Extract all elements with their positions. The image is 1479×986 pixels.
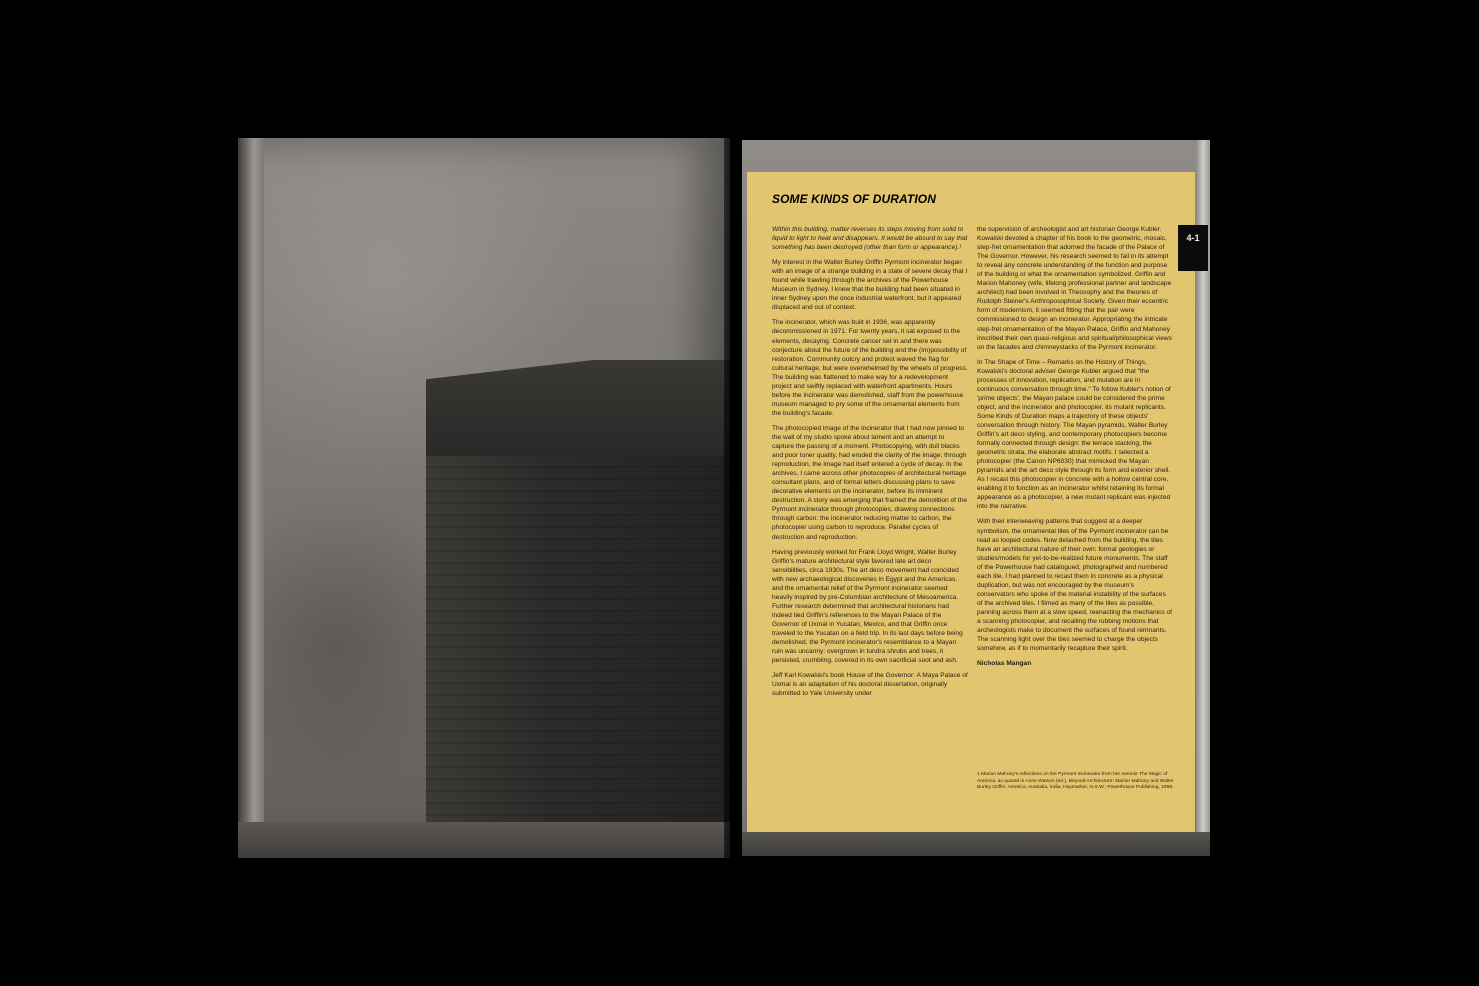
footnote: 1 Marion Mahony's reflections on the Pyrmont incinerator from her memoir The Magic of America, as quoted in Anne Watson (ed.), Beyond Architecture: Marion Mahony and Walter Burley Griffin: America, Australia, India, Haymarket, N.S.W.: Powerhouse Publishing, 1998. bbox=[977, 772, 1174, 791]
incinerator-building-image bbox=[426, 360, 730, 858]
text-column-right bbox=[977, 225, 1173, 674]
author-name: Nicholas Mangan bbox=[977, 660, 1032, 668]
building-facade bbox=[426, 456, 730, 858]
page-bottom-strip bbox=[742, 832, 1210, 856]
left-page-photo bbox=[238, 138, 730, 858]
text-column-left bbox=[772, 225, 968, 704]
paragraph: the supervision of archeologist and art historian George Kubler. Kowalski devoted a chapter of his book to the geometric, mosaic, step-fret ornamentation that adorned the facade of the Palace of The Governor. However, his research seemed to fail in its attempt to reveal any concrete understanding of the function and purpose of the building or what the ornamentation symbolized. Griffin and Marion Mahoney (wife, lifelong professional partner and landscape architect) had been involved in Theosophy and the theories of Rudolph Steiner's Anthroposophical Society. Given their eccentric form of modernism, it seemed fitting that the pair were commissioned to design an incinerator. Appropriating the intricate step-fret ornamentation of the Mayan Palace, Griffin and Mahoney inscribed their own quasi-religious and spiritual/philosophical views on the facades and chimneystacks of the Pyrmont incinerator. bbox=[977, 226, 1172, 351]
paragraph: Jeff Karl Kowalski's book House of the Governor: A Maya Palace of Uxmal is an adaptation of his doctoral dissertation, originally submitted to Yale University under bbox=[772, 672, 968, 698]
paragraph: The incinerator, which was built in 1936, was apparently decommissioned in 1971. For twenty years, it sat exposed to the elements, decaying. Concrete cancer set in and there was conjecture about the future of the building and the (im)possibility of restoration. Community outcry and protest waved the flag for cultural heritage, but were overwhelmed by the wheels of progress. The building was flattened to make way for a redevelopment project and swiftly replaced with waterfront apartments. Hours before the incinerator was demolished, staff from the powerhouse museum managed to pry some of the ornamental elements from the building's facade. bbox=[772, 319, 968, 417]
page-section-tab: 4-1 bbox=[1178, 225, 1208, 271]
paragraph: In The Shape of Time – Remarks on the History of Things, Kowalski's doctoral adviser George Kubler argued that "the processes of innovation, replication, and mutation are in continuous conversation through time." To follow Kubler's notion of 'prime objects', the Mayan palace could be considered the prime object, and the incinerator and photocopier, its mutant replicants. Some Kinds of Duration maps a trajectory of these objects' conversation through history. The Mayan pyramids, Walter Burley Griffin's art deco styling, and contemporary photocopiers become formally connected through design: the terrace stacking, the geometric strata, the elaborate abstract motifs. I selected a photocopier (the Canon NP6030) that mimicked the Mayan pyramids and the art deco style through its form and exterior shell. As I recast this photocopier in concrete with a hollow central core, enabling it to function as an incinerator whilst retaining its formal appearance as a photocopier, a new mutant replicant was injected into the narrative. bbox=[977, 358, 1171, 511]
intro-quote: Within this building, matter reverses its steps moving from solid to liquid to light to heat and disappears. It would be absurd to say that something has been destroyed (other than form or appearance).¹ bbox=[772, 226, 968, 252]
building-roofline bbox=[426, 360, 730, 456]
photo-bottom-strip bbox=[238, 822, 730, 858]
paragraph: With their interweaving patterns that suggest at a deeper symbolism, the ornamental tiles of the Pyrmont incinerator can be read as looped codes. Now detached from the building, the tiles have an architectural nature of their own: formal geologies or studies/models for yet-to-be-realized future monuments. The staff of the Powerhouse had catalogued, photographed and numbered each tile. I had planned to recast them in concrete as a physical duplication, but was not encouraged by the museum's conservators who spoke of the material instability of the surfaces of the archived tiles. I filmed as many of the tiles as possible, panning across them at a slow speed, reenacting the mechanics of a scanning photocopier, and recalling the rubbing motions that archeologists make to document the surfaces of found remnants. The scanning light over the tiles seemed to charge the objects somehow, as if to momentarily recapture their spirit. bbox=[977, 518, 1172, 653]
paragraph: Having previously worked for Frank Lloyd Wright, Walter Burley Griffin's mature architectural style favored late art deco sensibilities, circa 1930s. The art deco movement had coincided with new archaeological discoveries in Egypt and the Americas, and the ornamental relief of the Pyrmont incinerator seemed heavily inspired by pre-Columbian architecture of Mesoamerica. Further research determined that architectural historians had indeed tied Griffin's references to the Mayan Palace of the Governor of Uxmal in Yucatan, Mexico, and that Griffin once traveled to the Yucatan on a field trip. In its last days before being demolished, the Pyrmont incinerator's resemblance to a Mayan ruin was uncanny: overgrown in tundra shrubs and trees, it persisted, crumbling, covered in its own sacrificial soot and ash. bbox=[772, 548, 963, 665]
article-title: SOME KINDS OF DURATION bbox=[772, 192, 936, 206]
paragraph: My interest in the Walter Burley Griffin Pyrmont incinerator began with an image of a strange building in a state of severe decay that I found while trawling through the archives of the Powerhouse Museum in Sydney. I knew that the building had been situated in inner Sydney upon the once industrial waterfront, but it appeared displaced and out of context. bbox=[772, 259, 968, 312]
page-edge bbox=[238, 138, 264, 858]
paragraph: The photocopied image of the incinerator that I had now pinned to the wall of my studio spoke about lament and an attempt to capture the passing of a moment. Photocopying, with dull blacks and poor toner quality, had eroded the clarity of the image; through reproduction, the image had itself entered a cycle of decay. In the archives, I came across other photocopies of architectural heritage consultant plans, and of formal letters discussing plans to save decorative elements on the incinerator, before its imminent destruction. A story was emerging that framed the demolition of the Pyrmont incinerator through photocopies, drawing connections through carbon: the incinerator reducing matter to carbon, the photocopier using carbon to reproduce. Parallel cycles of destruction and reproduction. bbox=[772, 424, 967, 541]
